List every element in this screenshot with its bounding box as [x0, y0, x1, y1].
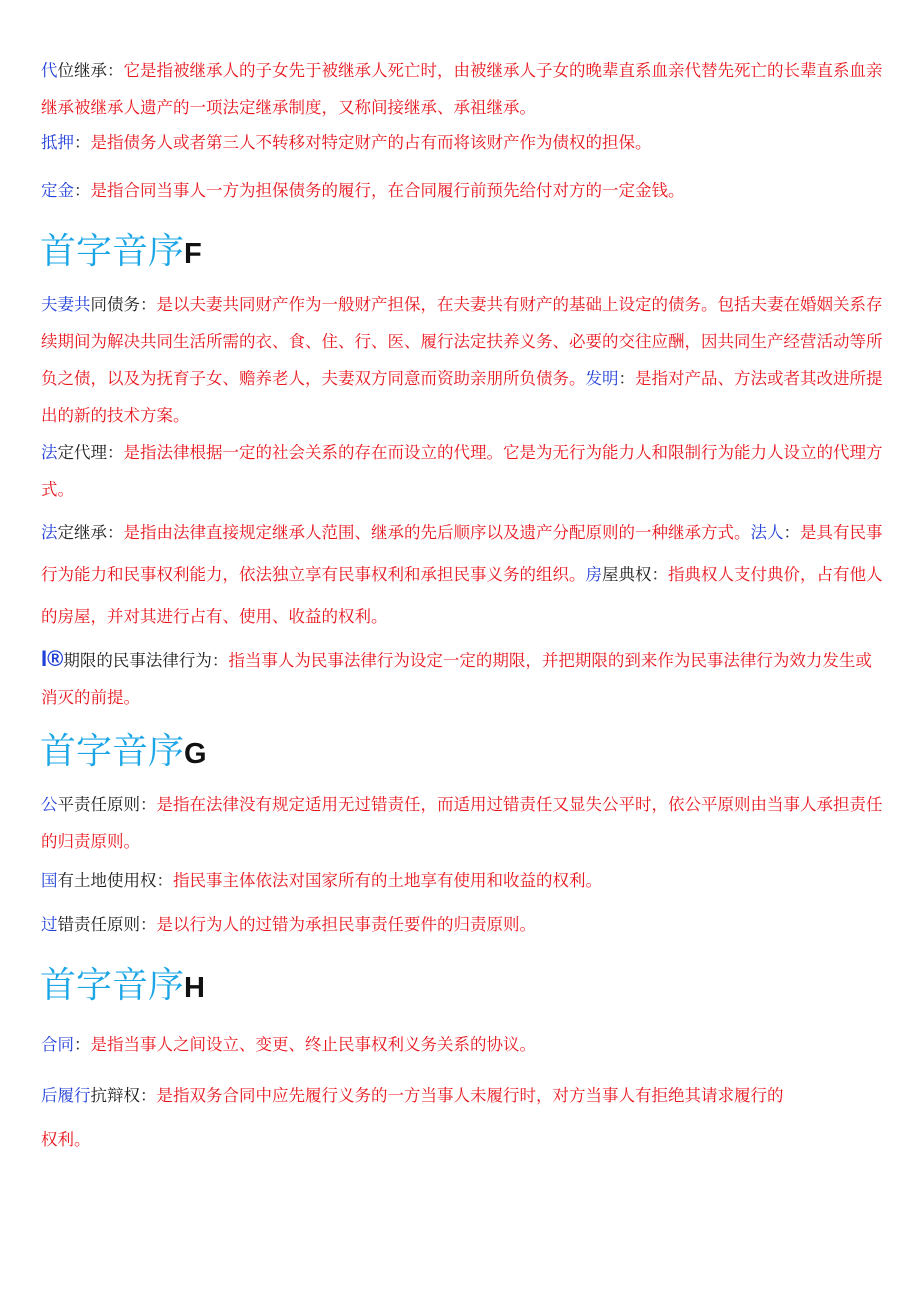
heading-letter: H: [184, 972, 205, 1004]
term-rest: 抗辩权: [90, 1086, 140, 1105]
term-definition: 指当事人为民事法律行为设定一定的期限，并把期限的到来作为民事法律行为效力发生或消灭的前提。: [41, 651, 872, 707]
term-rest: 期限的民事法律行为: [63, 651, 212, 670]
term-separator: ：: [618, 369, 635, 388]
heading-text: 首字音序: [40, 731, 185, 772]
term-definition-faren: 是具有民事行为能力和民事权利能力，依法独立享有民事权利和承担民事义务的组织。: [41, 523, 883, 584]
term-separator: ：: [140, 295, 157, 314]
term-separator: ：: [211, 651, 229, 670]
term-definition-continued: 权利。: [41, 1130, 91, 1149]
term-separator: ：: [74, 1035, 91, 1054]
entry-gongping-zeren: [41, 786, 883, 860]
term-separator: ：: [783, 523, 800, 542]
entry-guocuo-zeren: [41, 906, 883, 943]
term-definition: 是指由法律直接规定继承人范围、继承的先后顺序以及遗产分配原则的一种继承方式。: [123, 523, 751, 542]
entry-hetong: [41, 1026, 883, 1063]
term-rest: 有土地使用权: [57, 871, 157, 890]
entry-houlvxing-kangbian: [41, 1074, 883, 1162]
section-heading-h: [40, 966, 205, 1008]
term-separator: ：: [107, 61, 124, 80]
term-faren: 法人: [750, 523, 784, 542]
term-definition-fangwu: 指典权人支付典价，占有他人的房屋，并对其进行占有、使用、收益的权利。: [41, 565, 883, 626]
term-definition: 是以夫妻共同财产作为一般财产担保，在夫妻共有财产的基础上设定的债务。包括夫妻在婚姻关系存续期间为解决共同生活所需的衣、食、住、行、医、履行法定扶养义务、必要的交往应酬，因共同生产经营活动等所负之债，以及为抚育子女、赡养老人，夫妻双方同意而资助亲朋所负债务。: [41, 295, 883, 388]
term-prefix: 代: [41, 61, 58, 80]
term-prefix: 国: [41, 871, 58, 890]
term-separator: ：: [651, 565, 668, 584]
heading-text: 首字音序: [40, 231, 185, 272]
term-definition: 是指合同当事人一方为担保债务的履行，在合同履行前预先给付对方的一定金钱。: [90, 181, 685, 200]
term-separator: ：: [140, 1086, 157, 1105]
term-definition: 它是指被继承人的子女先于被继承人死亡时，由被继承人子女的晚辈直系血亲代替先死亡的长辈直系血亲继承被继承人遗产的一项法定继承制度，又称间接继承、承祖继承。: [41, 61, 883, 117]
term-prefix: 法: [41, 523, 58, 542]
heading-letter: G: [184, 738, 207, 770]
term-separator: ：: [107, 443, 124, 462]
term-separator: ：: [156, 871, 173, 890]
entry-fading-daili: [41, 434, 883, 508]
term-prefix: 合同: [41, 1035, 74, 1054]
section-heading-f: [40, 232, 202, 274]
entry-dingjin: [41, 172, 883, 209]
term-rest: 位继承: [57, 61, 107, 80]
term-separator: ：: [74, 181, 91, 200]
term-rest: 定继承: [57, 523, 107, 542]
term-prefix: 法: [41, 443, 58, 462]
term-definition: 是指法律根据一定的社会关系的存在而设立的代理。它是为无行为能力人和限制行为能力人设立的代理方式。: [41, 443, 883, 499]
term-prefix: 夫妻共: [41, 295, 91, 314]
entry-guoyou-tudi: [41, 862, 883, 899]
entry-diya: [41, 124, 883, 161]
term-rest: 同债务: [90, 295, 140, 314]
term-definition-faming: 是指对产品、方法或者其改进所提出的新的技术方案。: [41, 369, 883, 425]
term-prefix: 抵押: [41, 133, 74, 152]
entry-fu-qixian: [41, 640, 883, 716]
heading-letter: F: [184, 238, 202, 270]
garbled-mark: I®: [41, 646, 64, 671]
entry-fading-jicheng: [41, 512, 883, 638]
term-rest: 错责任原则: [57, 915, 140, 934]
term-fangwu-rest: 屋典权: [602, 565, 652, 584]
entry-daiwei-jicheng: [41, 52, 883, 126]
term-separator: ：: [107, 523, 124, 542]
term-separator: ：: [74, 133, 91, 152]
term-prefix: 公: [41, 795, 58, 814]
term-definition: 是指双务合同中应先履行义务的一方当事人未履行时，对方当事人有拒绝其请求履行的: [156, 1086, 784, 1105]
section-heading-g: [40, 732, 207, 774]
term-definition: 指民事主体依法对国家所有的土地享有使用和收益的权利。: [173, 871, 602, 890]
term-separator: ：: [140, 795, 157, 814]
entry-fuqi-gongtong-zhaiwu: [41, 286, 883, 434]
term-definition: 是指债务人或者第三人不转移对特定财产的占有而将该财产作为债权的担保。: [90, 133, 652, 152]
term-faming: 发明: [585, 369, 619, 388]
term-separator: ：: [140, 915, 157, 934]
term-definition: 是以行为人的过错为承担民事责任要件的归责原则。: [156, 915, 536, 934]
heading-text: 首字音序: [40, 965, 185, 1006]
term-definition: 是指在法律没有规定适用无过错责任，而适用过错责任又显失公平时，依公平原则由当事人承担责任的归责原则。: [41, 795, 883, 851]
term-prefix: 定金: [41, 181, 74, 200]
term-prefix: 过: [41, 915, 58, 934]
term-fangwu-prefix: 房: [585, 565, 602, 584]
term-rest: 平责任原则: [57, 795, 140, 814]
term-prefix: 后履行: [41, 1086, 91, 1105]
term-definition: 是指当事人之间设立、变更、终止民事权利义务关系的协议。: [90, 1035, 536, 1054]
term-rest: 定代理: [57, 443, 107, 462]
